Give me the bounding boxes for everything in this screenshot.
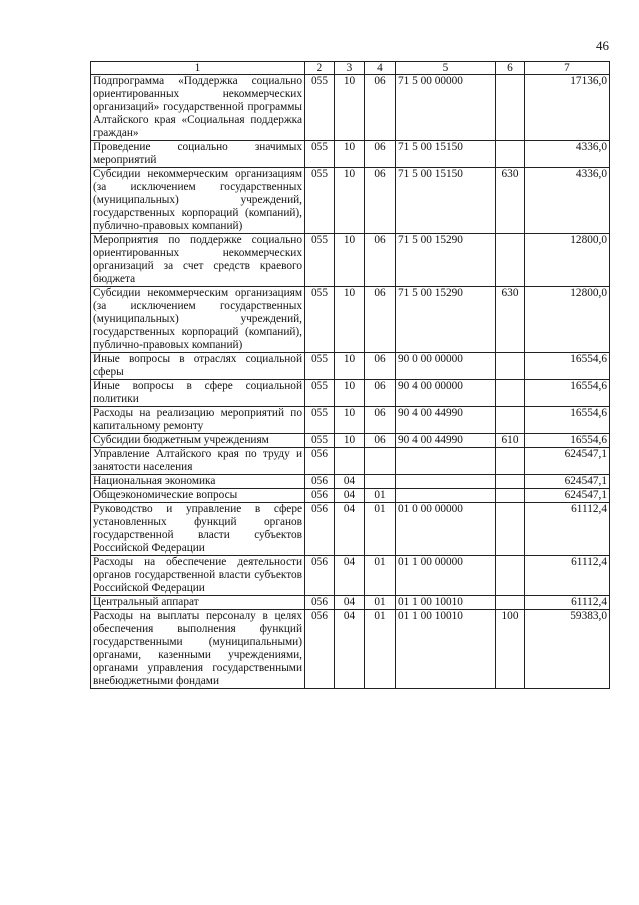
cell-ministry: 055 (305, 353, 335, 380)
cell-amount: 16554,6 (525, 353, 610, 380)
cell-ministry: 056 (305, 475, 335, 489)
header-col-1: 1 (91, 62, 305, 75)
cell-amount: 624547,1 (525, 475, 610, 489)
cell-section: 04 (335, 503, 365, 556)
cell-target-article: 90 0 00 00000 (396, 353, 496, 380)
cell-name: Иные вопросы в сфере социальной политики (91, 380, 305, 407)
cell-section: 10 (335, 407, 365, 434)
cell-name: Общеэкономические вопросы (91, 489, 305, 503)
budget-table (90, 61, 610, 689)
cell-amount: 4336,0 (525, 168, 610, 234)
table-row (91, 168, 610, 234)
page-number: 46 (596, 38, 609, 53)
cell-target-article: 90 4 00 44990 (396, 407, 496, 434)
cell-target-article: 90 4 00 00000 (396, 380, 496, 407)
table-row (91, 448, 610, 475)
cell-amount: 12800,0 (525, 234, 610, 287)
cell-amount: 4336,0 (525, 141, 610, 168)
cell-expense-type (496, 407, 525, 434)
cell-expense-type (496, 503, 525, 556)
table-row (91, 434, 610, 448)
cell-expense-type: 610 (496, 434, 525, 448)
cell-subsection: 06 (365, 234, 396, 287)
cell-section: 10 (335, 353, 365, 380)
table-row (91, 556, 610, 596)
table-row (91, 380, 610, 407)
cell-expense-type: 630 (496, 287, 525, 353)
cell-subsection: 01 (365, 503, 396, 556)
cell-subsection: 06 (365, 434, 396, 448)
cell-subsection (365, 448, 396, 475)
cell-amount: 59383,0 (525, 610, 610, 689)
cell-section: 10 (335, 380, 365, 407)
cell-target-article: 01 1 00 00000 (396, 556, 496, 596)
cell-target-article (396, 489, 496, 503)
cell-target-article (396, 448, 496, 475)
cell-target-article (396, 475, 496, 489)
cell-amount: 624547,1 (525, 448, 610, 475)
header-row (91, 62, 610, 75)
cell-subsection: 01 (365, 596, 396, 610)
cell-ministry: 056 (305, 503, 335, 556)
cell-name: Мероприятия по поддержке социально ориентированных некоммерческих организаций за счет средств краевого бюджета (91, 234, 305, 287)
cell-ministry: 055 (305, 380, 335, 407)
cell-ministry: 055 (305, 141, 335, 168)
cell-section: 04 (335, 596, 365, 610)
cell-target-article: 01 1 00 10010 (396, 610, 496, 689)
cell-section: 04 (335, 475, 365, 489)
cell-target-article: 71 5 00 00000 (396, 75, 496, 141)
cell-section: 04 (335, 489, 365, 503)
table-row (91, 287, 610, 353)
cell-section: 04 (335, 610, 365, 689)
cell-amount: 61112,4 (525, 596, 610, 610)
cell-ministry: 056 (305, 610, 335, 689)
table-row (91, 503, 610, 556)
cell-target-article: 71 5 00 15150 (396, 141, 496, 168)
cell-amount: 17136,0 (525, 75, 610, 141)
cell-section: 10 (335, 168, 365, 234)
cell-expense-type (496, 489, 525, 503)
cell-subsection (365, 475, 396, 489)
cell-expense-type (496, 353, 525, 380)
cell-target-article: 71 5 00 15150 (396, 168, 496, 234)
table-row (91, 596, 610, 610)
table-row (91, 407, 610, 434)
cell-ministry: 055 (305, 75, 335, 141)
cell-subsection: 01 (365, 610, 396, 689)
cell-subsection: 06 (365, 75, 396, 141)
cell-subsection: 06 (365, 141, 396, 168)
cell-ministry: 055 (305, 168, 335, 234)
cell-ministry: 056 (305, 448, 335, 475)
cell-ministry: 056 (305, 489, 335, 503)
header-col-5: 5 (396, 62, 496, 75)
cell-expense-type (496, 75, 525, 141)
header-col-4: 4 (365, 62, 396, 75)
table-row (91, 610, 610, 689)
cell-expense-type (496, 475, 525, 489)
cell-amount: 12800,0 (525, 287, 610, 353)
cell-name: Центральный аппарат (91, 596, 305, 610)
cell-ministry: 055 (305, 234, 335, 287)
cell-name: Проведение социально значимых мероприятий (91, 141, 305, 168)
cell-ministry: 056 (305, 596, 335, 610)
cell-name: Расходы на реализацию мероприятий по капитальному ремонту (91, 407, 305, 434)
header-col-2: 2 (305, 62, 335, 75)
cell-expense-type (496, 380, 525, 407)
table-row (91, 75, 610, 141)
cell-target-article: 71 5 00 15290 (396, 287, 496, 353)
cell-amount: 624547,1 (525, 489, 610, 503)
cell-section: 04 (335, 556, 365, 596)
cell-name: Иные вопросы в отраслях социальной сферы (91, 353, 305, 380)
cell-section: 10 (335, 234, 365, 287)
table-row (91, 489, 610, 503)
cell-section: 10 (335, 75, 365, 141)
cell-target-article: 01 0 00 00000 (396, 503, 496, 556)
table-row (91, 475, 610, 489)
cell-ministry: 056 (305, 556, 335, 596)
cell-name: Расходы на обеспечение деятельности органов государственной власти субъектов Российской Федерации (91, 556, 305, 596)
table-body (91, 75, 610, 689)
cell-ministry: 055 (305, 434, 335, 448)
cell-amount: 16554,6 (525, 380, 610, 407)
cell-name: Руководство и управление в сфере установленных функций органов государственной власти субъектов Российской Федерации (91, 503, 305, 556)
table-row (91, 234, 610, 287)
cell-expense-type (496, 448, 525, 475)
cell-subsection: 06 (365, 407, 396, 434)
cell-amount: 61112,4 (525, 503, 610, 556)
cell-subsection: 06 (365, 380, 396, 407)
cell-section: 10 (335, 141, 365, 168)
table-row (91, 141, 610, 168)
cell-section: 10 (335, 287, 365, 353)
cell-subsection: 06 (365, 287, 396, 353)
cell-expense-type (496, 556, 525, 596)
cell-subsection: 06 (365, 168, 396, 234)
cell-expense-type (496, 234, 525, 287)
cell-section (335, 448, 365, 475)
cell-subsection: 06 (365, 353, 396, 380)
cell-expense-type: 100 (496, 610, 525, 689)
cell-section: 10 (335, 434, 365, 448)
cell-name: Управление Алтайского края по труду и занятости населения (91, 448, 305, 475)
cell-amount: 16554,6 (525, 407, 610, 434)
cell-amount: 61112,4 (525, 556, 610, 596)
header-col-7: 7 (525, 62, 610, 75)
cell-subsection: 01 (365, 556, 396, 596)
cell-target-article: 01 1 00 10010 (396, 596, 496, 610)
cell-target-article: 71 5 00 15290 (396, 234, 496, 287)
header-col-6: 6 (496, 62, 525, 75)
table-row (91, 353, 610, 380)
cell-name: Подпрограмма «Поддержка социально ориентированных некоммерческих организаций» государственной программы Алтайского края «Социальная поддержка граждан» (91, 75, 305, 141)
header-col-3: 3 (335, 62, 365, 75)
cell-subsection: 01 (365, 489, 396, 503)
cell-expense-type (496, 141, 525, 168)
cell-ministry: 055 (305, 407, 335, 434)
cell-target-article: 90 4 00 44990 (396, 434, 496, 448)
cell-amount: 16554,6 (525, 434, 610, 448)
cell-expense-type: 630 (496, 168, 525, 234)
cell-name: Национальная экономика (91, 475, 305, 489)
cell-ministry: 055 (305, 287, 335, 353)
cell-name: Расходы на выплаты персоналу в целях обеспечения выполнения функций государственными (муниципальными) органами, казенными учреждениями, органами управления государственными внебюджетными фондами (91, 610, 305, 689)
cell-name: Субсидии некоммерческим организациям (за исключением государственных (муниципальных) учреждений, государственных корпораций (компаний), публично-правовых компаний) (91, 168, 305, 234)
cell-name: Субсидии бюджетным учреждениям (91, 434, 305, 448)
cell-name: Субсидии некоммерческим организациям (за исключением государственных (муниципальных) учреждений, государственных корпораций (компаний), публично-правовых компаний) (91, 287, 305, 353)
cell-expense-type (496, 596, 525, 610)
